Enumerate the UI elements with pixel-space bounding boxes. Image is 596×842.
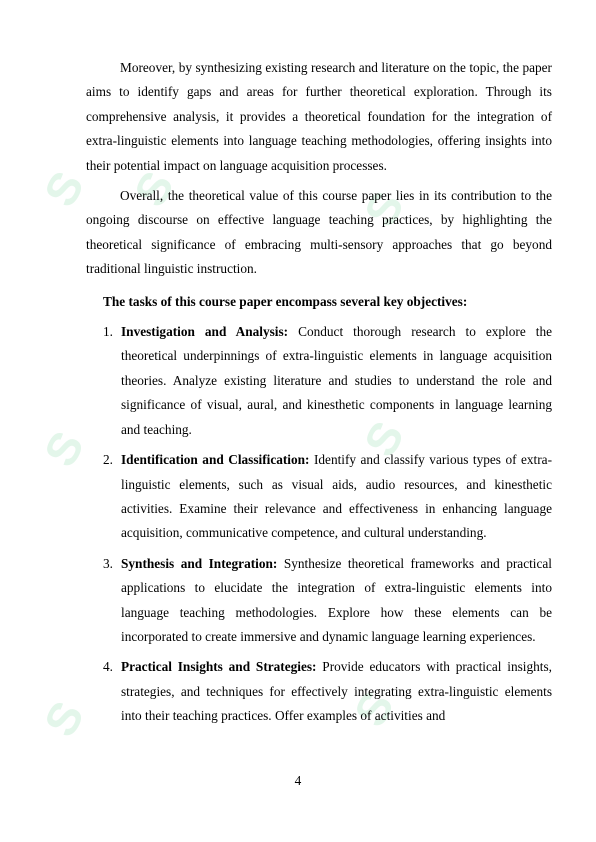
list-item-number: 2. bbox=[103, 452, 113, 468]
watermark-mark: S bbox=[33, 422, 95, 475]
tasks-list bbox=[86, 320, 552, 729]
list-item-text: Provide educators with practical insights, strategies, and techniques for effectively integrating extra-linguistic elements into their teaching practices. Offer examples of activities and bbox=[121, 659, 552, 724]
page-number: 4 bbox=[294, 773, 302, 788]
list-item-text: Identify and classify various types of extra-linguistic elements, such as visual aids, audio resources, and kinesthetic activities. Examine their relevance and effectiveness in enhancing language acquisition, communicative competence, and cultural understanding. bbox=[121, 452, 553, 541]
watermark-mark: S bbox=[343, 682, 405, 735]
list-item-number: 1. bbox=[103, 324, 113, 340]
list-item bbox=[86, 448, 552, 546]
list-item bbox=[86, 552, 552, 650]
list-item-text: Synthesize theoretical frameworks and practical applications to elucidate the integration of extra-linguistic elements into language teaching methodologies. Explore how these elements can be incorporated to create immersive and dynamic language learning experiences. bbox=[121, 555, 552, 644]
watermark-mark: S bbox=[33, 162, 95, 215]
paragraph-synthesis: Moreover, by synthesizing existing research and literature on the topic, the paper aims to identify gaps and areas for further theoretical exploration. Through its comprehensive analysis, it provides a theoretical foundation for the integration of extra-linguistic elements into language teaching methodologies, offering insights into their potential impact on language acquisition processes. bbox=[86, 60, 552, 173]
watermark-mark: S bbox=[123, 162, 185, 215]
list-item-number: 4. bbox=[103, 659, 113, 675]
list-item-title: Synthesis and Integration: bbox=[121, 555, 278, 571]
list-item-title: Investigation and Analysis: bbox=[121, 324, 289, 340]
watermark-mark: S bbox=[33, 692, 95, 745]
list-item-number: 3. bbox=[103, 555, 113, 571]
list-item bbox=[86, 655, 552, 728]
watermark-mark: S bbox=[353, 412, 415, 465]
list-item-title: Practical Insights and Strategies: bbox=[121, 659, 317, 675]
document-body bbox=[86, 56, 552, 735]
list-item-text: Conduct thorough research to explore the theoretical underpinnings of extra-linguistic elements in language acquisition theories. Analyze existing literature and studies to understand the role and significance of visual, aural, and kinesthetic components in language learning and teaching. bbox=[121, 324, 552, 437]
tasks-heading: The tasks of this course paper encompass several key objectives: bbox=[103, 293, 468, 309]
paragraph-theoretical-value: Overall, the theoretical value of this course paper lies in its contribution to the ongoing discourse on effective language teaching practices, by highlighting the theoretical significance of embracing multi-sensory approaches that go beyond traditional linguistic instruction. bbox=[86, 188, 552, 277]
watermark-mark: S bbox=[353, 182, 415, 235]
list-item-title: Identification and Classification: bbox=[121, 452, 310, 468]
list-item bbox=[86, 320, 552, 442]
